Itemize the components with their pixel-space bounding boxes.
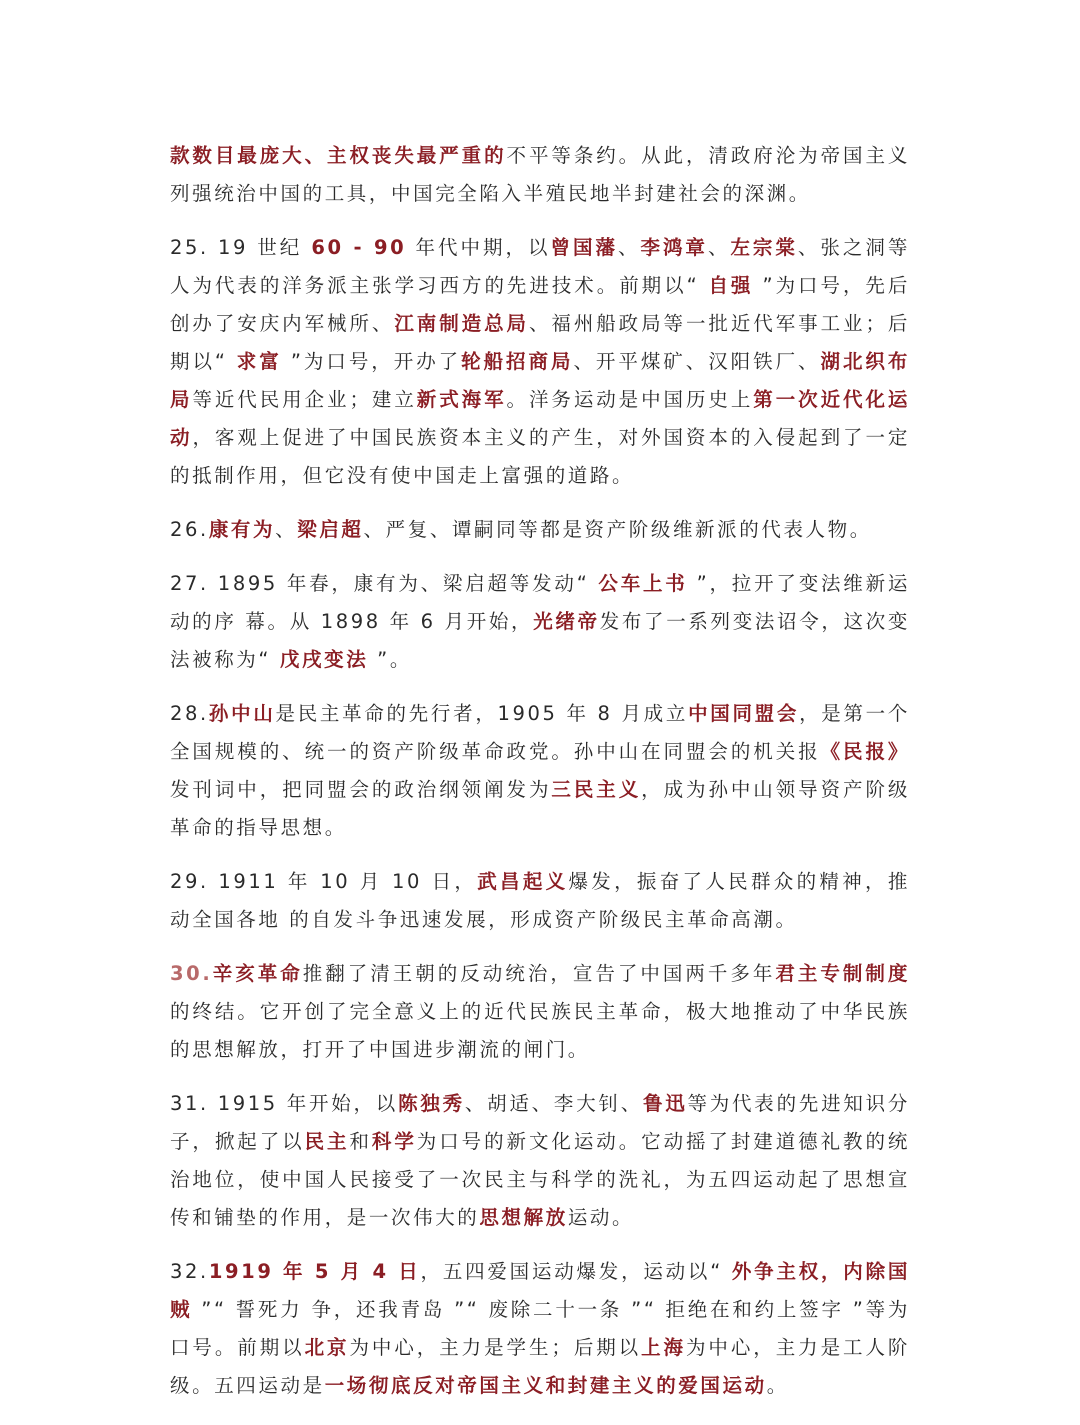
highlight-text: 光绪帝 (533, 610, 600, 633)
highlight-text: 民主 (304, 1130, 350, 1153)
body-text: 29. 1911 年 10 月 10 日， (170, 870, 478, 893)
paragraph-p29 (170, 863, 910, 939)
body-text: 和 (349, 1130, 372, 1153)
body-text: 为中心，主力是学生；后期以 (349, 1336, 642, 1359)
body-text: 的终结。它开创了完全意义上的近代民族民主革命，极大地推动了中华民族的思想解放，打开了中国进步潮流的闸门。 (170, 1000, 910, 1061)
highlight-text: 三民主义 (551, 778, 642, 801)
highlight-text: 30. (170, 962, 213, 985)
highlight-text: 江南制造总局 (394, 312, 529, 335)
highlight-text: 曾国藩 (550, 236, 618, 259)
highlight-text: 公车上书 (598, 572, 688, 595)
body-text: ”为口号，开办了 (281, 350, 462, 373)
body-text: 为中心，主力是工人阶级。五四运动是 (170, 1336, 910, 1397)
highlight-text: 求富 (236, 350, 282, 373)
highlight-text: 李鸿章 (640, 236, 708, 259)
document-page (170, 137, 910, 1421)
body-text: ”，拉开了变法维新运动的序 幕。从 1898 年 6 月开始， (170, 572, 910, 633)
body-text: 为口号的新文化运动。它动摇了封建道德礼教的统治地位，使中国人民接受了一次民主与科学的洗礼，为五四运动起了思想宣传和铺垫的作用，是一次伟大的 (170, 1130, 911, 1229)
body-text: ，五四爱国运动爆发，运动以“ (420, 1260, 732, 1283)
highlight-text: 梁启超 (297, 518, 364, 541)
body-text: 发布了一系列变法诏令，这次变法被称为“ (170, 610, 910, 671)
highlight-text: 戊戌变法 (279, 648, 369, 671)
body-text: 27. 1895 年春，康有为、梁启超等发动“ (170, 572, 599, 595)
paragraph-p25 (170, 229, 910, 495)
highlight-text: 《民报》 (820, 740, 910, 763)
body-text: 等近代民用企业；建立 (192, 388, 417, 411)
body-text: 26. (170, 518, 209, 541)
highlight-text: 自强 (708, 274, 754, 297)
body-text: 、胡适、李大钊、 (464, 1092, 643, 1115)
body-text: 、 (275, 518, 298, 541)
body-text: 、严复、谭嗣同等都是资产阶级维新派的代表人物。 (363, 518, 872, 541)
highlight-text: 鲁迅 (642, 1092, 688, 1115)
body-text: 不平等条约。从此，清政府沦为帝国主义列强统治中国的工具，中国完全陷入半殖民地半封建社会的深渊。 (170, 144, 910, 205)
body-text: 发刊词中，把同盟会的政治纲领阐发为 (170, 778, 552, 801)
paragraph-p30 (170, 955, 910, 1069)
body-text: 是民主革命的先行者，1905 年 8 月成立 (275, 702, 689, 725)
body-text: ”“ 誓死力 争，还我青岛 ”“ 废除二十一条 ”“ 拒绝在和约上签字 ”等为口号。前期以 (170, 1298, 910, 1359)
body-text: 、开平煤矿、汉阳铁厂、 (573, 350, 821, 373)
highlight-text: 款数目最庞大、主权丧失最严重的 (170, 144, 507, 167)
highlight-text: 60 - 90 (311, 236, 407, 259)
paragraph-p28 (170, 695, 910, 847)
paragraph-p26 (170, 511, 910, 549)
paragraph-p32 (170, 1253, 910, 1405)
body-text: ，是第一个全国规模的、统一的资产阶级革命政党。孙中山在同盟会的机关报 (170, 702, 910, 763)
body-text: 爆发，振奋了人民群众的精神，推动全国各地 的自发斗争迅速发展，形成资产阶级民主革命高潮。 (170, 870, 910, 931)
body-text: 年代中期，以 (406, 236, 551, 259)
body-text: 、 (707, 236, 731, 259)
highlight-text: 上海 (641, 1336, 686, 1359)
highlight-text: 康有为 (208, 518, 276, 541)
body-text: ，成为孙中山领导资产阶级革命的指导思想。 (170, 778, 911, 839)
body-text: 32. (170, 1260, 209, 1283)
highlight-text: 辛亥革命 (212, 962, 303, 985)
highlight-text: 左宗棠 (730, 236, 798, 259)
paragraph-p31 (170, 1085, 910, 1237)
highlight-text: 新式海军 (416, 388, 507, 411)
body-text: 25. 19 世纪 (170, 236, 312, 259)
highlight-text: 湖北织布局 (170, 350, 910, 411)
body-text: ”。 (368, 648, 412, 671)
body-text: ”为口号，先后创办了安庆内军械所、 (170, 274, 910, 335)
body-text: 。 (766, 1374, 789, 1397)
highlight-text: 思想解放 (479, 1206, 568, 1229)
body-text: 、福州船政局等一批近代军事工业；后期以“ (170, 312, 910, 373)
highlight-text: 轮船招商局 (461, 350, 574, 373)
body-text: ，客观上促进了中国民族资本主义的产生，对外国资本的入侵起到了一定的抵制作用，但它没有使中国走上富强的道路。 (170, 426, 910, 487)
highlight-text: 外争主权，内除国贼 (170, 1260, 910, 1321)
highlight-text: 北京 (304, 1336, 350, 1359)
highlight-text: 武昌起义 (477, 870, 569, 893)
body-text: 28. (170, 702, 209, 725)
body-text: 、张之洞等人为代表的洋务派主张学习西方的先进技术。前期以“ (170, 236, 910, 297)
highlight-text: 第一次近代化运动 (170, 388, 910, 449)
highlight-text: 1919 年 5 月 4 日 (208, 1260, 421, 1283)
highlight-text: 君主专制制度 (775, 962, 910, 985)
body-text: 运动。 (567, 1206, 635, 1229)
body-text: 、 (617, 236, 641, 259)
highlight-text: 中国同盟会 (688, 702, 800, 725)
body-text: 。洋务运动是中国历史上 (506, 388, 754, 411)
paragraph-p27 (170, 565, 910, 679)
body-text: 推翻了清王朝的反动统治，宣告了中国两千多年 (302, 962, 776, 985)
body-text: 31. 1915 年开始，以 (170, 1092, 399, 1115)
highlight-text: 陈独秀 (398, 1092, 465, 1115)
body-text: 等为代表的先进知识分子，掀起了以 (170, 1092, 910, 1153)
highlight-text: 孙中山 (208, 702, 276, 725)
highlight-text: 一场彻底反对帝国主义和封建主义的爱国运动 (324, 1374, 767, 1397)
paragraph-p-cont (170, 137, 910, 213)
highlight-text: 科学 (371, 1130, 417, 1153)
